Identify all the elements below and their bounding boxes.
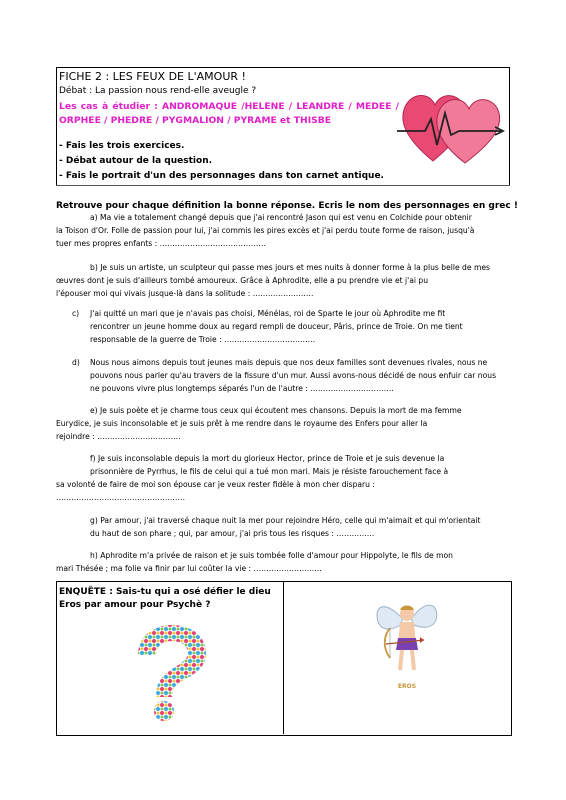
item-f-line4: …………………………………………… — [56, 493, 186, 502]
item-a-line2: la Toison d'Or. Folle de passion pour lui, j'ai commis les pires excès et j'ai perdu toute forme de raison, jusqu'à — [56, 226, 475, 235]
enquete-divider — [283, 581, 284, 734]
item-d-line3: ne pouvons vivre plus longtemps séparés l'un de l'autre : …………………………… — [90, 384, 394, 393]
item-e-line1: e) Je suis poète et je charme tous ceux qui écoutent mes chansons. Depuis la mort de ma femme — [90, 406, 462, 415]
item-c-marker: c) — [72, 309, 80, 318]
task-1: - Fais les trois exercices. — [59, 141, 185, 151]
item-f-line1: f) Je suis inconsolable depuis la mort du glorieux Hector, prince de Troie et je suis devenue la — [90, 454, 445, 463]
item-d-line1: Nous nous aimons depuis tout jeunes mais depuis que nos deux familles sont devenues rivales, nous ne — [90, 358, 488, 367]
exercise-instruction: Retrouve pour chaque définition la bonne réponse. Ecris le nom des personnages en grec ! — [56, 201, 518, 211]
item-g-line2: du haut de son phare ; qui, par amour, j'ai pris tous les risques : …………… — [90, 529, 375, 538]
item-e-line2: Eurydice, je suis inconsolable et je suis prêt à me rendre dans le royaume des Enfers pour aller la — [56, 419, 428, 428]
item-c-line1: J'ai quitté un mari que je n'avais pas choisi, Ménélas, roi de Sparte le jour où Aphrodite me fit — [90, 309, 446, 318]
item-d-line2: pouvons nous parler qu'au travers de la fissure d'un mur. Aussi avons-nous décidé de nous enfuir car nous — [90, 371, 497, 380]
hearts-illustration — [395, 83, 505, 173]
item-c-line2: rencontrer un jeune homme doux au regard rempli de douceur, Pâris, prince de Troie. On me tient — [90, 322, 463, 331]
eros-label: EROS — [397, 683, 417, 690]
task-3: - Fais le portrait d'un des personnages dans ton carnet antique. — [59, 171, 384, 181]
item-g-line1: g) Par amour, j'ai traversé chaque nuit la mer pour rejoindre Héro, celle qui m'aimait et qui m'orientait — [90, 516, 481, 525]
item-h-line1: h) Aphrodite m'a privée de raison et je suis tombée folle d'amour pour Hippolyte, le fils de mon — [90, 551, 453, 560]
eros-illustration — [372, 588, 442, 698]
item-a-line1: a) Ma vie a totalement changé depuis que j'ai rencontré Jason qui est venu en Colchide pour obtenir — [90, 213, 472, 222]
item-a-line3: tuer mes propres enfants : …………………………………… — [56, 239, 266, 248]
item-c-line3: responsable de la guerre de Troie : ……………………………… — [90, 335, 316, 344]
item-b-line1: b) Je suis un artiste, un sculpteur qui passe mes jours et mes nuits à donner forme à la plus belle de mes — [90, 263, 490, 272]
cases-list: Les cas à étudier : ANDROMAQUE /HELENE / LEANDRE / MEDEE / ORPHEE / PHEDRE / PYGMALION / PYRAME et THISBE — [59, 101, 399, 126]
item-h-line2: mari Thésée ; ma folie va finir par lui coûter la vie : ……………………… — [56, 564, 322, 573]
item-b-line3: l'épouser moi qui vivais jusque-là dans la solitude : …………………… — [56, 289, 314, 298]
question-mark-illustration — [120, 623, 215, 723]
item-e-line3: rejoindre : …………………………… — [56, 432, 181, 441]
debate-question: Débat : La passion nous rend-elle aveugle ? — [59, 86, 257, 96]
sheet-title: FICHE 2 : LES FEUX DE L'AMOUR ! — [59, 70, 246, 83]
item-f-line2: prisonnière de Pyrrhus, le fils de celui qui a tué mon mari. Mais je résiste farouchement face à — [90, 467, 449, 476]
task-2: - Débat autour de la question. — [59, 156, 213, 166]
item-b-line2: œuvres dont je suis d'ailleurs tombé amoureux. Grâce à Aphrodite, elle a pu prendre vie et j'ai pu — [56, 276, 429, 285]
header-divider — [56, 185, 510, 186]
item-d-marker: d) — [72, 358, 80, 367]
item-f-line3: sa volonté de faire de moi son épouse car je veux rester fidèle à mon cher disparu : — [56, 480, 375, 489]
enquete-question: ENQUÊTE : Sais-tu qui a osé défier le dieu Eros par amour pour Psychè ? — [59, 587, 271, 610]
